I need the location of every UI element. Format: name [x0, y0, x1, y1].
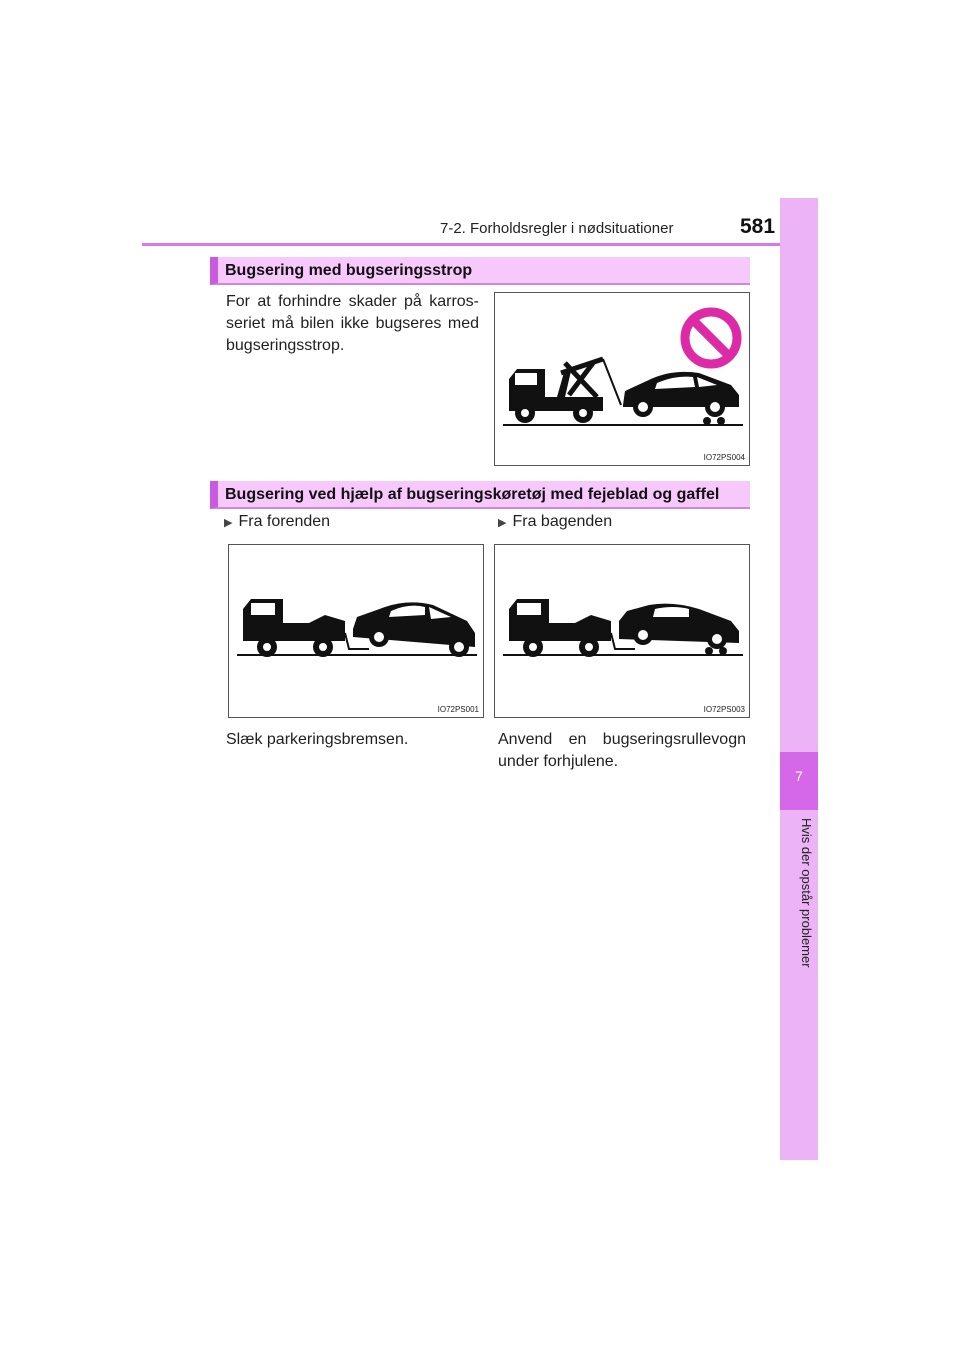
- figure-code: IO72PS001: [437, 705, 479, 714]
- tow-truck-illustration: [509, 599, 635, 657]
- caption-front-text: Fra forenden: [238, 513, 331, 530]
- towed-car-illustration: [353, 602, 475, 657]
- section-heading-wheel-lift: Bugsering ved hjælp af bugseringskøretøj med fejeblad og gaffel: [210, 481, 750, 509]
- chapter-side-tab: [780, 198, 818, 1160]
- figure-tow-strap: [494, 292, 750, 466]
- note-front: Slæk parkeringsbremsen.: [226, 731, 409, 748]
- caption-rear: [498, 513, 612, 531]
- caption-rear-text: Fra bagenden: [512, 513, 613, 530]
- header-rule: [142, 243, 818, 246]
- section-body-text: For at forhindre skader på karros-seriet må bilen ikke bugseres med bugseringsstrop.: [226, 293, 479, 354]
- chapter-number: 7: [795, 768, 803, 784]
- figure-tow-rear: [494, 544, 750, 718]
- towed-car-illustration: [623, 372, 739, 425]
- triangle-bullet-icon: ▶: [498, 517, 507, 529]
- figure-tow-front: [228, 544, 484, 718]
- tow-truck-illustration: [509, 359, 621, 423]
- towed-car-illustration: [619, 604, 739, 655]
- caption-front: [224, 513, 330, 531]
- figure-code: IO72PS003: [703, 705, 745, 714]
- prohibited-icon: [685, 312, 737, 364]
- note-rear: Anvend en bugseringsrullevogn under forhjulene.: [498, 731, 746, 770]
- section-heading-tow-strap: Bugsering med bugseringsstrop: [210, 257, 750, 285]
- tow-truck-illustration: [243, 599, 369, 657]
- chapter-title: Hvis der opstår problemer: [799, 818, 814, 968]
- figure-code: IO72PS004: [703, 453, 745, 462]
- running-header: 7-2. Forholdsregler i nødsituationer: [440, 220, 674, 237]
- page-number: 581: [740, 215, 776, 238]
- triangle-bullet-icon: ▶: [224, 517, 233, 529]
